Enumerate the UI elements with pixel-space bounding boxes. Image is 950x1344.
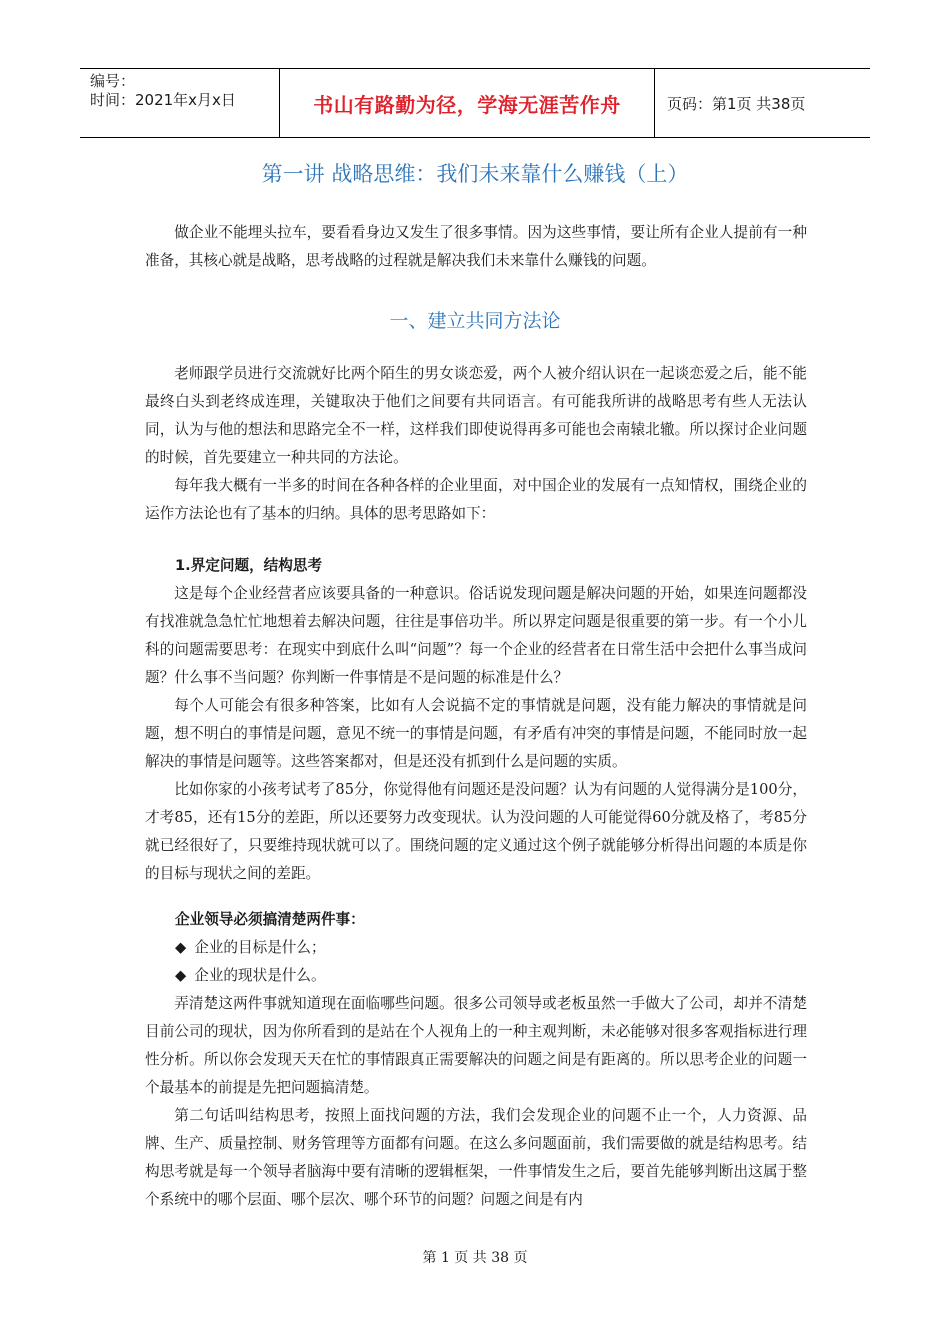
intro-block — [145, 219, 807, 275]
paragraph: 每年我大概有一半多的时间在各种各样的企业里面，对中国企业的发展有一点知情权，围绕企业的运作方法论也有了基本的归纳。具体的思考思路如下： — [145, 477, 807, 522]
header-meta — [80, 69, 280, 137]
paragraph: 老师跟学员进行交流就好比两个陌生的男女谈恋爱，两个人被介绍认识在一起谈恋爱之后，能不能最终白头到老终成连理，关键取决于他们之间要有共同语言。有可能我所讲的战略思考有些人无法认同，认为与他的想法和思路完全不一样，这样我们即使说得再多可能也会南辕北辙。所以探讨企业问题的时候，首先要建立一种共同的方法论。 — [145, 365, 807, 466]
leaders-section — [145, 906, 807, 1214]
paragraph: 弄清楚这两件事就知道现在面临哪些问题。很多公司领导或老板虽然一手做大了公司，却并不清楚目前公司的现状，因为你所看到的是站在个人视角上的一种主观判断，未必能够对很多客观指标进行理性分析。所以你会发现天天在忙的事情跟真正需要解决的问题之间是有距离的。所以思考企业的问题一个最基本的前提是先把问题搞清楚。 — [145, 995, 807, 1096]
diamond-bullet-icon: ◆ — [175, 967, 187, 984]
section-title: 一、建立共同方法论 — [389, 310, 561, 332]
document-title: 第一讲 战略思维：我们未来靠什么赚钱（上） — [261, 162, 689, 186]
list-item: ◆ 企业的现状是什么。 — [145, 962, 807, 990]
paragraph: 第二句话叫结构思考，按照上面找问题的方法，我们会发现企业的问题不止一个，人力资源、品牌、生产、质量控制、财务管理等方面都有问题。在这么多问题面前，我们需要做的就是结构思考。结构思考就是每一个领导者脑海中要有清晰的逻辑框架，一件事情发生之后，要首先能够判断出这属于整个系统中的哪个层面、哪个层次、哪个环节的问题？问题之间是有内 — [145, 1107, 807, 1208]
number-label: 编号： — [90, 72, 136, 90]
section1-body — [145, 360, 807, 528]
subsection-1 — [145, 552, 807, 888]
intro-paragraph: 做企业不能埋头拉车，要看看身边又发生了很多事情。因为这些事情，要让所有企业人提前有一种准备，其核心就是战略，思考战略的过程就是解决我们未来靠什么赚钱的问题。 — [145, 224, 807, 269]
header-page-info: 页码：第1页 共38页 — [667, 94, 806, 113]
paragraph: 这是每个企业经营者应该要具备的一种意识。俗话说发现问题是解决问题的开始，如果连问题都没有找准就急急忙忙地想着去解决问题，往往是事倍功半。所以界定问题是很重要的第一步。有一个小儿科的问题需要思考：在现实中到底什么叫“问题”？每一个企业的经营者在日常生活中会把什么事当成问题？什么事不当问题？你判断一件事情是不是问题的标准是什么？ — [145, 585, 807, 686]
diamond-bullet-icon: ◆ — [175, 939, 187, 956]
page-footer: 第 1 页 共 38 页 — [422, 1250, 528, 1266]
header-motto: 书山有路勤为径，学海无涯苦作舟 — [280, 69, 655, 137]
paragraph: 比如你家的小孩考试考了85分，你觉得他有问题还是没问题？认为有问题的人觉得满分是100分，才考85，还有15分的差距，所以还要努力改变现状。认为没问题的人可能觉得60分就及格了，考85分就已经很好了，只要维持现状就可以了。围绕问题的定义通过这个例子就能够分析得出问题的本质是你的目标与现状之间的差距。 — [145, 781, 807, 882]
list-item: ◆ 企业的目标是什么； — [145, 934, 807, 962]
page-header — [80, 68, 870, 138]
leaders-title: 企业领导必须搞清楚两件事： — [175, 911, 365, 928]
paragraph: 每个人可能会有很多种答案，比如有人会说搞不定的事情就是问题，没有能力解决的事情就是问题，想不明白的事情是问题，意见不统一的事情是问题，有矛盾有冲突的事情是问题，不能同时放一起解决的事情是问题等。这些答案都对，但是还没有抓到什么是问题的实质。 — [145, 697, 807, 770]
subsection-title: 1.界定问题，结构思考 — [175, 557, 323, 574]
time-label: 时间：2021年x月x日 — [90, 91, 236, 109]
